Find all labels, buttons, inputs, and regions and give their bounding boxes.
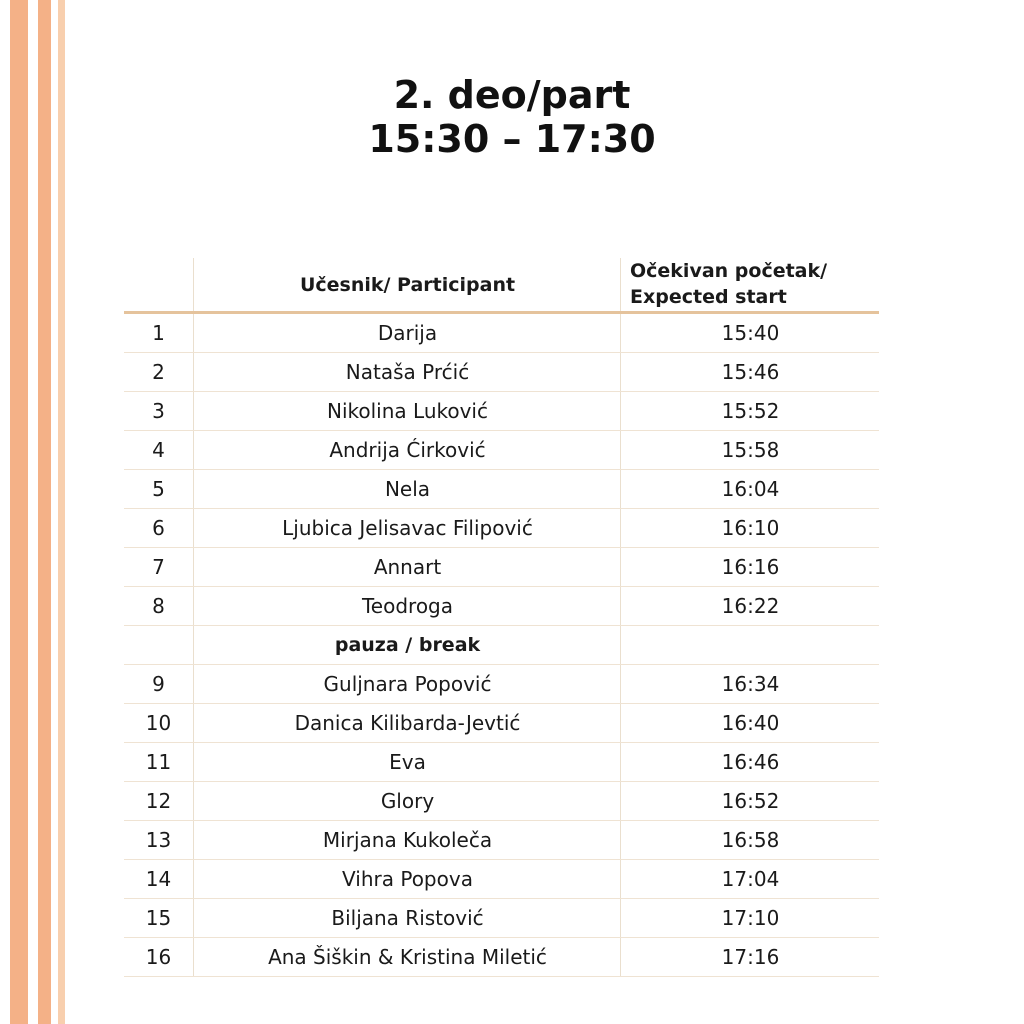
- expected-start-time: 16:58: [620, 821, 880, 859]
- participant-name: Danica Kilibarda-Jevtić: [193, 704, 621, 742]
- participant-name: Teodroga: [193, 587, 621, 625]
- expected-start-time: 15:58: [620, 431, 880, 469]
- participant-name: Darija: [193, 314, 621, 352]
- break-row: [124, 626, 879, 665]
- header-number-cell: [124, 258, 193, 311]
- expected-start-time: 16:46: [620, 743, 880, 781]
- participant-name: Biljana Ristović: [193, 899, 621, 937]
- header-expected-start-line1: Očekivan početak/: [630, 260, 828, 282]
- expected-start-time: 16:16: [620, 548, 880, 586]
- expected-start-time: 16:52: [620, 782, 880, 820]
- row-number: [124, 626, 193, 664]
- row-number: 2: [152, 360, 165, 384]
- row-number: 1: [152, 321, 165, 345]
- participant-name: Annart: [193, 548, 621, 586]
- row-number: 4: [152, 438, 165, 462]
- expected-start-time: 16:40: [620, 704, 880, 742]
- participant-name: Guljnara Popović: [193, 665, 621, 703]
- row-number: 7: [152, 555, 165, 579]
- row-number: 12: [145, 789, 172, 813]
- row-number: 10: [145, 711, 172, 735]
- row-number: 16: [145, 945, 172, 969]
- header-participant: Učesnik/ Participant: [193, 258, 621, 311]
- participant-name: Glory: [193, 782, 621, 820]
- participant-name: Mirjana Kukoleča: [193, 821, 621, 859]
- table-row: [124, 704, 879, 743]
- table-row: [124, 860, 879, 899]
- expected-start-time: 16:04: [620, 470, 880, 508]
- table-row: [124, 548, 879, 587]
- row-number: 15: [145, 906, 172, 930]
- row-number: 14: [145, 867, 172, 891]
- table-row: [124, 314, 879, 353]
- row-number: 8: [152, 594, 165, 618]
- table-row: [124, 665, 879, 704]
- expected-start-time: 15:40: [620, 314, 880, 352]
- table-header: [124, 258, 879, 314]
- break-label: pauza / break: [193, 626, 621, 664]
- row-number: 5: [152, 477, 165, 501]
- table-row: [124, 353, 879, 392]
- expected-start-time: 17:04: [620, 860, 880, 898]
- participant-name: Ana Šiškin & Kristina Miletić: [193, 938, 621, 976]
- table-row: [124, 392, 879, 431]
- expected-start-time: 16:22: [620, 587, 880, 625]
- expected-start-time: 16:34: [620, 665, 880, 703]
- time-range: 15:30 – 17:30: [368, 117, 656, 161]
- row-number: 11: [145, 750, 172, 774]
- participant-name: Andrija Ćirković: [193, 431, 621, 469]
- table-row: [124, 509, 879, 548]
- participant-name: Nikolina Luković: [193, 392, 621, 430]
- table-row: [124, 743, 879, 782]
- expected-start-time: 17:10: [620, 899, 880, 937]
- participant-name: Ljubica Jelisavac Filipović: [193, 509, 621, 547]
- participant-name: Eva: [193, 743, 621, 781]
- expected-start-time: [620, 626, 880, 664]
- table-row: [124, 470, 879, 509]
- row-number: 9: [152, 672, 165, 696]
- participant-name: Nataša Prćić: [193, 353, 621, 391]
- table-row: [124, 821, 879, 860]
- participant-name: Nela: [193, 470, 621, 508]
- row-number: 3: [152, 399, 165, 423]
- table-row: [124, 587, 879, 626]
- table-body: [124, 314, 879, 977]
- table-row: [124, 938, 879, 977]
- row-number: 6: [152, 516, 165, 540]
- participant-name: Vihra Popova: [193, 860, 621, 898]
- header-expected-start: [620, 258, 879, 311]
- expected-start-time: 15:46: [620, 353, 880, 391]
- schedule-table: [124, 258, 879, 977]
- page-title: 2. deo/part: [393, 73, 631, 117]
- expected-start-time: 17:16: [620, 938, 880, 976]
- table-row: [124, 899, 879, 938]
- expected-start-time: 15:52: [620, 392, 880, 430]
- row-number: 13: [145, 828, 172, 852]
- table-row: [124, 782, 879, 821]
- table-row: [124, 431, 879, 470]
- header-expected-start-line2: Expected start: [630, 286, 787, 308]
- expected-start-time: 16:10: [620, 509, 880, 547]
